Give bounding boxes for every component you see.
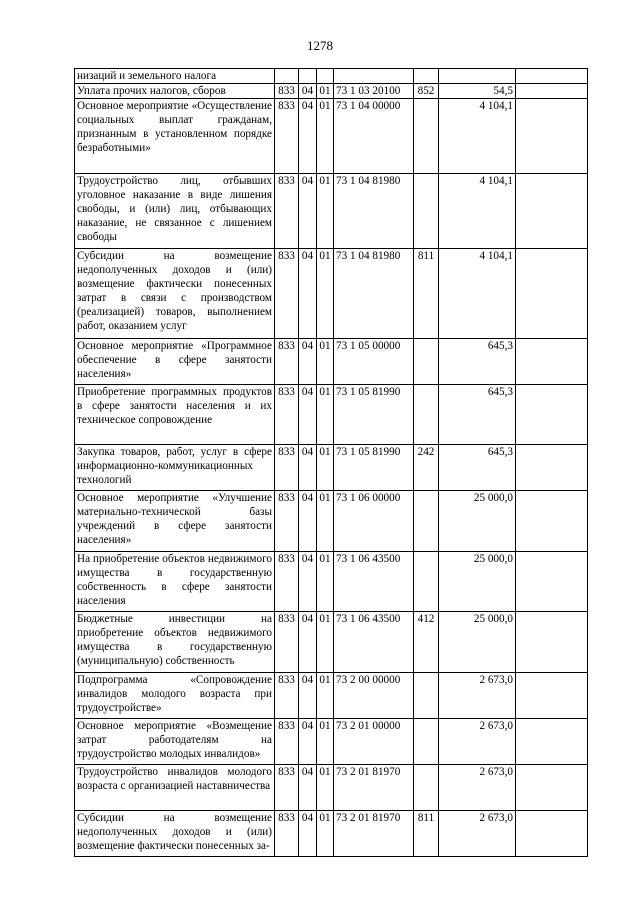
extra-value	[516, 552, 588, 612]
ministry-code: 833	[275, 552, 299, 612]
subsection-code: 01	[317, 719, 334, 765]
amount-value: 2 673,0	[439, 765, 516, 811]
table-row	[75, 249, 588, 339]
row-name: Основное мероприятие «Улучшение материально-технической базы учреждений в сфере занятости населения»	[75, 491, 275, 552]
table-row	[75, 811, 588, 857]
extra-value	[516, 99, 588, 174]
section-code: 04	[299, 673, 317, 719]
amount-value: 54,5	[439, 84, 516, 99]
target-article-code: 73 2 01 00000	[334, 719, 414, 765]
target-article-code: 73 1 04 81980	[334, 249, 414, 339]
ministry-code: 833	[275, 612, 299, 673]
subsection-code: 01	[317, 339, 334, 385]
extra-value	[516, 719, 588, 765]
row-name: низаций и земельного налога	[75, 69, 275, 84]
row-name: Трудоустройство лиц, отбывших уголовное наказание в виде лишения свободы, и (или) лиц, отбывающих наказание, не связанное с лишением свободы	[75, 174, 275, 249]
subsection-code: 01	[317, 811, 334, 857]
subsection-code: 01	[317, 174, 334, 249]
row-name: Основное мероприятие «Возмещение затрат работодателям на трудоустройство молодых инвалидов»	[75, 719, 275, 765]
ministry-code: 833	[275, 673, 299, 719]
expense-type-code	[414, 174, 439, 249]
extra-value	[516, 491, 588, 552]
section-code: 04	[299, 385, 317, 445]
extra-value	[516, 339, 588, 385]
extra-value	[516, 84, 588, 99]
subsection-code: 01	[317, 612, 334, 673]
ministry-code: 833	[275, 719, 299, 765]
section-code: 04	[299, 811, 317, 857]
row-name: Бюджетные инвестиции на приобретение объектов недвижимого имущества в государственную (муниципальную) собственность	[75, 612, 275, 673]
expense-type-code	[414, 673, 439, 719]
amount-value: 2 673,0	[439, 673, 516, 719]
subsection-code: 01	[317, 385, 334, 445]
section-code: 04	[299, 612, 317, 673]
expense-type-code	[414, 99, 439, 174]
expense-type-code: 852	[414, 84, 439, 99]
ministry-code: 833	[275, 385, 299, 445]
target-article-code: 73 1 04 81980	[334, 174, 414, 249]
target-article-code: 73 2 01 81970	[334, 811, 414, 857]
amount-value: 25 000,0	[439, 491, 516, 552]
amount-value: 25 000,0	[439, 612, 516, 673]
row-name: Субсидии на возмещение недополученных доходов и (или) возмещение фактически понесенных затрат в связи с производством (реализацией) товаров, выполнением работ, оказанием услуг	[75, 249, 275, 339]
expense-type-code	[414, 339, 439, 385]
ministry-code: 833	[275, 249, 299, 339]
expense-type-code: 811	[414, 249, 439, 339]
amount-value: 2 673,0	[439, 811, 516, 857]
table-row	[75, 84, 588, 99]
target-article-code: 73 1 06 43500	[334, 612, 414, 673]
ministry-code: 833	[275, 174, 299, 249]
ministry-code	[275, 69, 299, 84]
row-name: На приобретение объектов недвижимого имущества в государственную собственность в сфере занятости населения	[75, 552, 275, 612]
subsection-code: 01	[317, 445, 334, 491]
section-code: 04	[299, 765, 317, 811]
ministry-code: 833	[275, 445, 299, 491]
amount-value: 4 104,1	[439, 174, 516, 249]
section-code: 04	[299, 99, 317, 174]
expense-type-code: 412	[414, 612, 439, 673]
table-row	[75, 765, 588, 811]
ministry-code: 833	[275, 765, 299, 811]
expense-type-code	[414, 765, 439, 811]
amount-value: 4 104,1	[439, 249, 516, 339]
target-article-code: 73 1 04 00000	[334, 99, 414, 174]
table-row	[75, 673, 588, 719]
subsection-code: 01	[317, 491, 334, 552]
table-row	[75, 385, 588, 445]
section-code: 04	[299, 339, 317, 385]
subsection-code: 01	[317, 765, 334, 811]
ministry-code: 833	[275, 811, 299, 857]
extra-value	[516, 385, 588, 445]
target-article-code: 73 1 05 81990	[334, 445, 414, 491]
expense-type-code	[414, 552, 439, 612]
target-article-code: 73 1 06 43500	[334, 552, 414, 612]
subsection-code: 01	[317, 249, 334, 339]
row-name: Приобретение программных продуктов в сфере занятости населения и их техническое сопровождение	[75, 385, 275, 445]
expense-type-code	[414, 385, 439, 445]
subsection-code: 01	[317, 552, 334, 612]
table-row	[75, 719, 588, 765]
row-name: Субсидии на возмещение недополученных доходов и (или) возмещение фактически понесенных за-	[75, 811, 275, 857]
target-article-code: 73 1 06 00000	[334, 491, 414, 552]
extra-value	[516, 811, 588, 857]
section-code: 04	[299, 84, 317, 99]
row-name: Основное мероприятие «Программное обеспечение в сфере занятости населения»	[75, 339, 275, 385]
table-row	[75, 69, 588, 84]
target-article-code: 73 1 05 00000	[334, 339, 414, 385]
table-row	[75, 99, 588, 174]
expense-type-code: 811	[414, 811, 439, 857]
row-name: Основное мероприятие «Осуществление социальных выплат гражданам, признанным в установленном порядке безработными»	[75, 99, 275, 174]
expense-type-code	[414, 719, 439, 765]
section-code: 04	[299, 174, 317, 249]
extra-value	[516, 612, 588, 673]
amount-value: 2 673,0	[439, 719, 516, 765]
target-article-code: 73 2 00 00000	[334, 673, 414, 719]
subsection-code	[317, 69, 334, 84]
table-body	[75, 69, 588, 857]
section-code: 04	[299, 719, 317, 765]
amount-value: 4 104,1	[439, 99, 516, 174]
table-row	[75, 552, 588, 612]
table-row	[75, 612, 588, 673]
ministry-code: 833	[275, 339, 299, 385]
amount-value: 645,3	[439, 385, 516, 445]
section-code: 04	[299, 552, 317, 612]
section-code: 04	[299, 491, 317, 552]
amount-value: 25 000,0	[439, 552, 516, 612]
ministry-code: 833	[275, 491, 299, 552]
extra-value	[516, 174, 588, 249]
row-name: Закупка товаров, работ, услуг в сфере информационно-коммуникационных технологий	[75, 445, 275, 491]
row-name: Трудоустройство инвалидов молодого возраста с организацией наставничества	[75, 765, 275, 811]
ministry-code: 833	[275, 84, 299, 99]
extra-value	[516, 673, 588, 719]
budget-table	[74, 68, 588, 857]
extra-value	[516, 249, 588, 339]
subsection-code: 01	[317, 673, 334, 719]
target-article-code: 73 1 03 20100	[334, 84, 414, 99]
section-code: 04	[299, 249, 317, 339]
target-article-code: 73 2 01 81970	[334, 765, 414, 811]
expense-type-code	[414, 69, 439, 84]
expense-type-code	[414, 491, 439, 552]
subsection-code: 01	[317, 99, 334, 174]
target-article-code: 73 1 05 81990	[334, 385, 414, 445]
page-number: 1278	[307, 38, 333, 53]
amount-value: 645,3	[439, 339, 516, 385]
section-code	[299, 69, 317, 84]
extra-value	[516, 765, 588, 811]
table-row	[75, 445, 588, 491]
row-name: Уплата прочих налогов, сборов	[75, 84, 275, 99]
extra-value	[516, 69, 588, 84]
expense-type-code: 242	[414, 445, 439, 491]
table-row	[75, 491, 588, 552]
amount-value	[439, 69, 516, 84]
target-article-code	[334, 69, 414, 84]
extra-value	[516, 445, 588, 491]
ministry-code: 833	[275, 99, 299, 174]
table-row	[75, 339, 588, 385]
section-code: 04	[299, 445, 317, 491]
amount-value: 645,3	[439, 445, 516, 491]
table-row	[75, 174, 588, 249]
subsection-code: 01	[317, 84, 334, 99]
row-name: Подпрограмма «Сопровождение инвалидов молодого возраста при трудоустройстве»	[75, 673, 275, 719]
